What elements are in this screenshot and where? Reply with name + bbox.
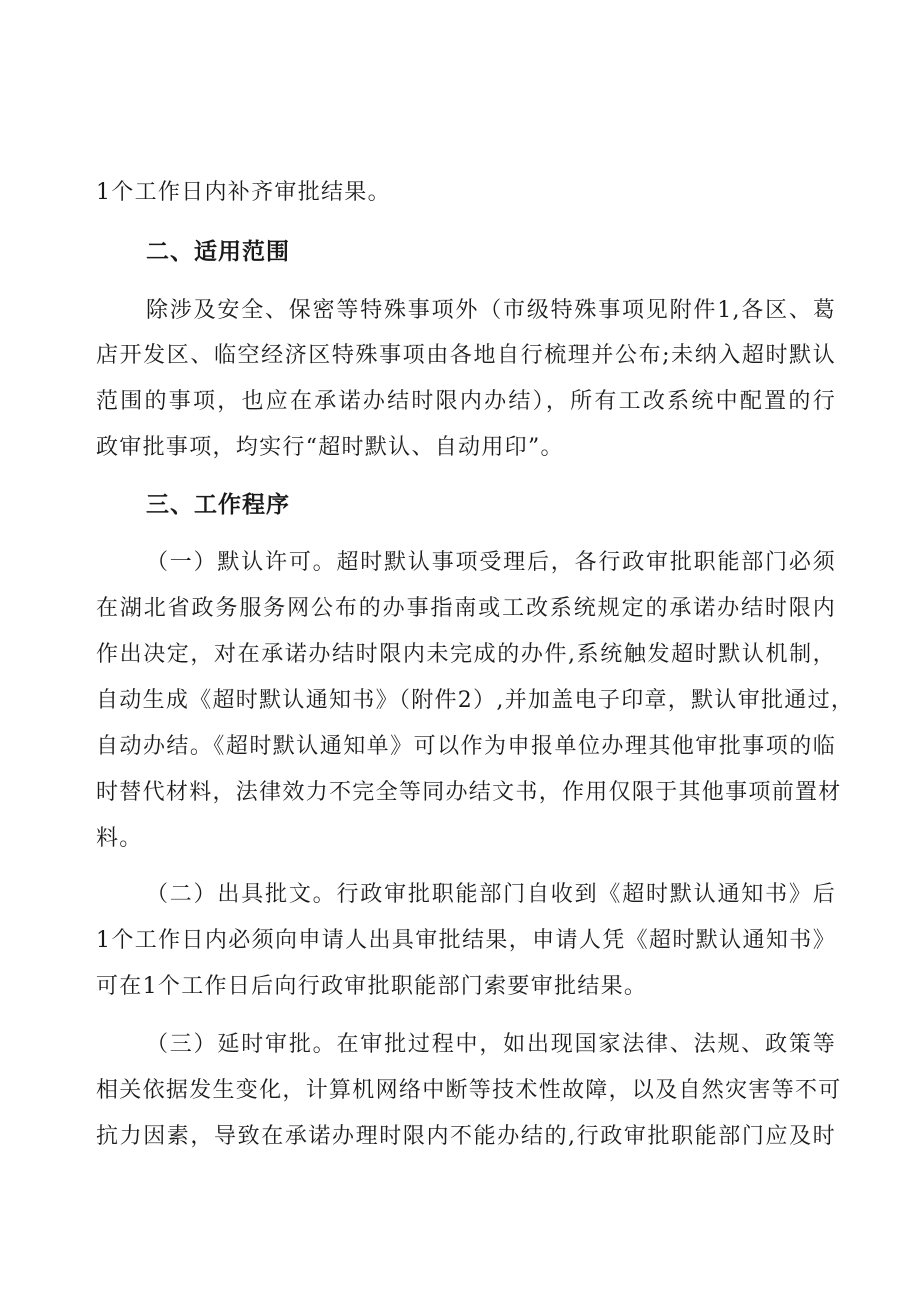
body-line: 自动生成《超时默认通知书》（附件2）,并加盖电子印章，默认审批通过， xyxy=(96,688,855,713)
body-line: 在湖北省政务服务网公布的办事指南或工改系统规定的承诺办结时限内 xyxy=(96,596,836,621)
body-line: 除涉及安全、保密等特殊事项外（市级特殊事项见附件1,各区、葛 xyxy=(146,298,836,323)
body-line: 可在1个工作日后向行政审批职能部门索要审批结果。 xyxy=(96,974,648,999)
body-line: 时替代材料，法律效力不完全等同办结文书，作用仅限于其他事项前置材 xyxy=(96,780,842,805)
body-line: （三）延时审批。在审批过程中，如出现国家法律、法规、政策等 xyxy=(146,1032,836,1057)
body-line: 抗力因素，导致在承诺办理时限内不能办结的,行政审批职能部门应及时 xyxy=(96,1124,836,1149)
body-line: 店开发区、临空经济区特殊事项由各地自行梳理并公布;未纳入超时默认 xyxy=(96,343,836,368)
section-heading-procedure: 三、工作程序 xyxy=(146,492,290,518)
body-line: （二）出具批文。行政审批职能部门自收到《超时默认通知书》后 xyxy=(146,882,836,907)
body-line: 范围的事项，也应在承诺办结时限内办结），所有工改系统中配置的行 xyxy=(96,389,836,414)
body-line: 1个工作日内必须向申请人出具审批结果，申请人凭《超时默认通知书》 xyxy=(96,928,836,953)
body-line: （一）默认许可。超时默认事项受理后，各行政审批职能部门必须 xyxy=(146,550,836,575)
body-line: 自动办结。《超时默认通知单》可以作为申报单位办理其他审批事项的临 xyxy=(96,734,836,759)
body-line: 作出决定，对在承诺办结时限内未完成的办件,系统触发超时默认机制， xyxy=(96,642,836,667)
body-line: 1个工作日内补齐审批结果。 xyxy=(96,180,391,205)
section-heading-scope: 二、适用范围 xyxy=(146,239,290,265)
body-line: 相关依据发生变化，计算机网络中断等技术性故障，以及自然灾害等不可 xyxy=(96,1078,842,1103)
body-line: 料。 xyxy=(96,826,143,851)
body-line: 政审批事项，均实行“超时默认、自动用印”。 xyxy=(96,435,564,460)
